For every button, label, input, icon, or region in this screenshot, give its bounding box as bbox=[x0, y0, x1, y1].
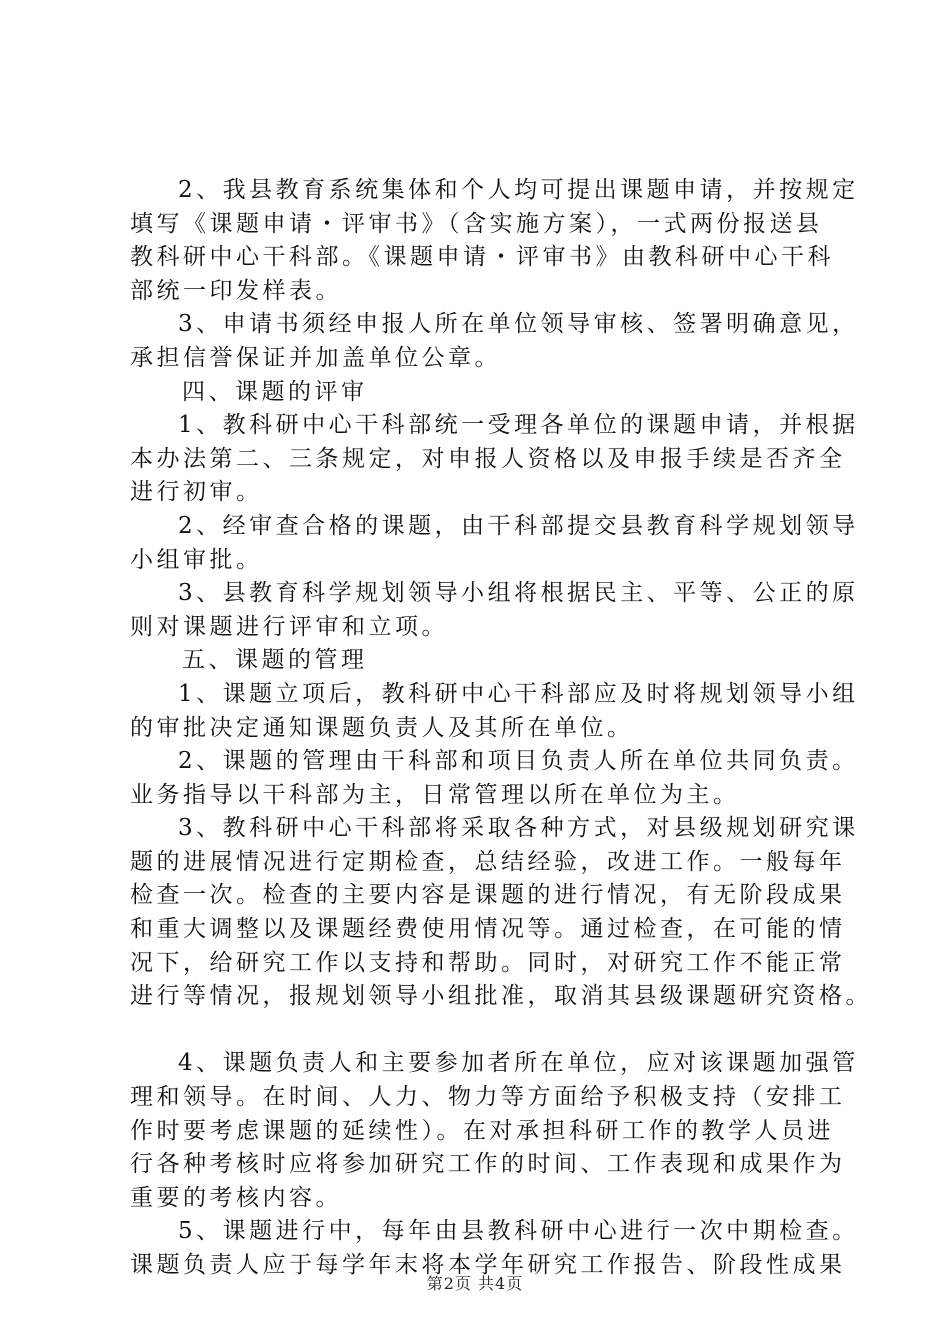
paragraph-line: 2、我县教育系统集体和个人均可提出课题申请，并按规定 bbox=[178, 177, 859, 203]
paragraph-line: 业务指导以干科部为主，日常管理以所在单位为主。 bbox=[130, 781, 740, 808]
paragraph-line: 作时要考虑课题的延续性）。在对承担科研工作的教学人员进 bbox=[130, 1117, 834, 1144]
paragraph-line: 检查一次。检查的主要内容是课题的进行情况，有无阶段成果 bbox=[130, 882, 846, 909]
paragraph-line: 部统一印发样表。 bbox=[130, 277, 342, 304]
paragraph-line: 教科研中心干科部。《课题申请・评审书》由教科研中心干科 bbox=[130, 244, 834, 271]
page-number-footer: 第2页 共4页 bbox=[426, 1274, 524, 1293]
paragraph-line: 1、教科研中心干科部统一受理各单位的课题申请，并根据 bbox=[178, 412, 859, 439]
paragraph-line: 理和领导。在时间、人力、物力等方面给予积极支持（安排工 bbox=[130, 1084, 846, 1111]
document-body bbox=[130, 174, 872, 1283]
paragraph-line: 3、教科研中心干科部将采取各种方式，对县级规划研究课 bbox=[178, 815, 859, 842]
paragraph-line: 本办法第二、三条规定，对申报人资格以及申报手续是否齐全 bbox=[130, 445, 846, 472]
paragraph-line: 3、县教育科学规划领导小组将根据民主、平等、公正的原 bbox=[178, 580, 859, 607]
paragraph-line: 课题负责人应于每学年末将本学年研究工作报告、阶段性成果 bbox=[130, 1252, 846, 1278]
paragraph-line: 况下，给研究工作以支持和帮助。同时，对研究工作不能正常 bbox=[130, 949, 846, 976]
paragraph-line: 行各种考核时应将参加研究工作的时间、工作表现和成果作为 bbox=[130, 1151, 846, 1178]
paragraph-line: 3、申请书须经申报人所在单位领导审核、签署明确意见， bbox=[178, 311, 859, 338]
paragraph-line: 进行初审。 bbox=[130, 479, 263, 506]
section-heading: 五、课题的管理 bbox=[182, 647, 368, 674]
paragraph-line: 进行等情况，报规划领导小组批准，取消其县级课题研究资格。 bbox=[130, 983, 872, 1010]
section-heading: 四、课题的评审 bbox=[182, 378, 368, 405]
paragraph-line: 和重大调整以及课题经费使用情况等。通过检查，在可能的情 bbox=[130, 916, 846, 943]
blank-line bbox=[130, 1014, 850, 1048]
paragraph-line: 5、课题进行中，每年由县教科研中心进行一次中期检查。 bbox=[178, 1218, 859, 1245]
paragraph-line: 题的进展情况进行定期检查，总结经验，改进工作。一般每年 bbox=[130, 848, 846, 875]
paragraph-line: 4、课题负责人和主要参加者所在单位，应对该课题加强管 bbox=[178, 1050, 859, 1077]
paragraph-line: 1、课题立项后，教科研中心干科部应及时将规划领导小组 bbox=[178, 680, 859, 707]
paragraph-line: 重要的考核内容。 bbox=[130, 1184, 342, 1211]
paragraph-line: 则对课题进行评审和立项。 bbox=[130, 613, 448, 640]
paragraph-line: 的审批决定通知课题负责人及其所在单位。 bbox=[130, 714, 634, 741]
paragraph-line: 2、经审查合格的课题，由干科部提交县教育科学规划领导 bbox=[178, 512, 859, 539]
paragraph-line: 小组审批。 bbox=[130, 546, 263, 573]
paragraph-line: 填写《课题申请・评审书》（含实施方案），一式两份报送县 bbox=[130, 210, 823, 237]
paragraph-line: 承担信誉保证并加盖单位公章。 bbox=[130, 344, 501, 371]
paragraph-line: 2、课题的管理由干科部和项目负责人所在单位共同负责。 bbox=[178, 748, 859, 775]
